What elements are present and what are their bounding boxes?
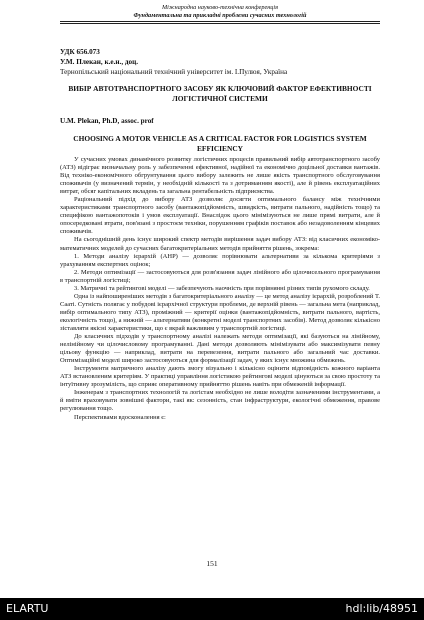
list-item: 2. Методи оптимізації — застосовуються для розв'язання задач лінійного або цілочисельного програмування в транспортній логістиці; bbox=[60, 268, 380, 284]
paragraph: У сучасних умовах динамічного розвитку логістичних процесів правильний вибір автотранспортного засобу (АТЗ) відіграє визначальну роль у забезпеченні ефективної, надійної та економічно доцільної доставки вантажів. Від техніко-економічного обгрунтування цього вибору залежить не лише якість транспортного обслуговування споживачів (у визначений термін, у необхідній кількості та з дотриманням якості), але й рівень експлуатаційних витрат, обсяг капітальних вкладень та загальна рентабельність підприємства. bbox=[60, 156, 380, 196]
paragraph: Інженерам з транспортних технологій та логістам необхідно не лише володіти зазначеними інструментами, а й вміти враховувати зовнішні фактори, такі як: сезонність, стан інфраструктури, екологічні обмеження, правове регулювання тощо. bbox=[60, 389, 380, 413]
running-header bbox=[60, 4, 380, 19]
page-number: 151 bbox=[206, 559, 218, 568]
paragraph: Одна із найпоширеніших методів з багатокритеріального аналізу — це метод аналізу ієрархій, розроблений Т. Сааті. Сутність полягає у побудові ієрархічної структури проблеми, де верхній рівень — загальна мета (наприклад, вибір оптимального типу АТЗ), проміжний — критерії оцінки (вантажопідйомність, витрати пального, вартість, екологічність тощо), а нижній — альтернативи (конкретні моделі транспортних засобів). Метод дозволяє кількісно зіставляти якісні характеристики, що є вкрай важливим у транспортній логістиці. bbox=[60, 292, 380, 332]
article-meta bbox=[60, 47, 380, 77]
conference-name: Міжнародна науково-технічна конференція bbox=[162, 4, 278, 11]
header-rule bbox=[60, 21, 380, 22]
author-en: U.M. Plekan, Ph.D, assoc. prof bbox=[60, 117, 154, 125]
udk-code: УДК 656.073 bbox=[60, 48, 100, 56]
handle-link[interactable]: hdl:lib/48951 bbox=[345, 602, 418, 615]
paragraph: Раціональний підхід до вибору АТЗ дозволяє досягти оптимального балансу між технічними характеристиками транспортного засобу (вантажопідйомність, швидкість, витрати пального, надійність тощо) та специфікою вантажопотоків і умов експлуатації. Внаслідок цього мінімізуються не лише прямі витрати, але й опосередковані втрати, пов'язані з простоєм техніки, порушенням графіків поставок або незадоволенням кінцевих споживачів. bbox=[60, 196, 380, 236]
article-body bbox=[60, 156, 380, 422]
repository-footer bbox=[0, 598, 424, 620]
title-en: CHOOSING A MOTOR VEHICLE AS A CRITICAL FACTOR FOR LOGISTICS SYSTEM EFFICIENCY bbox=[73, 134, 367, 153]
list-item: 1. Методи аналізу ієрархій (АНР) — дозволяє порівнювати альтернативи за кількома критеріями з урахуванням експертних оцінок; bbox=[60, 252, 380, 268]
paragraph: Інструменти матричного аналізу дають змогу візуально і кількісно оцінити відповідність кожного варіанта АТЗ встановленим критеріям. У практиці управління логістикою рейтингові моделі цінуються за свою простоту та інтуїтивну зрозумілість, що сприяє оперативному прийняттю рішень навіть при обмеженій інформації. bbox=[60, 365, 380, 389]
repository-name[interactable]: ELARTU bbox=[6, 602, 49, 615]
paragraph: Перспективами вдосконалення є: bbox=[74, 413, 166, 421]
title-ua: ВИБІР АВТОТРАНСПОРТНОГО ЗАСОБУ ЯК КЛЮЧОВИЙ ФАКТОР ЕФЕКТИВНОСТІ ЛОГІСТИЧНОЇ СИСТЕМИ bbox=[68, 84, 372, 103]
paragraph: До класичних підходів у транспортному аналізі належать методи оптимізації, які базуються на лінійному, нелінійному чи цілочисловому програмуванні. Дані методи дозволяють мінімізувати або максимізувати певну цільову функцію — наприклад, витрати на перевезення, витрати пального або загальний час доставки. Оптимізаційні моделі широко застосовуються для формалізації задач, у яких існує множина обмежень. bbox=[60, 333, 380, 365]
list-item: 3. Матричні та рейтингові моделі — забезпечують наочність при порівнянні різних типів рухомого складу. bbox=[74, 284, 370, 292]
author-ua: У.М. Плекан, к.е.н., доц. bbox=[60, 58, 139, 66]
header-rule-thin bbox=[60, 23, 380, 24]
affiliation: Тернопільський національний технічний університет ім. І.Пулюя, Україна bbox=[60, 68, 288, 76]
conference-subtitle: Фундаментальна та прикладні проблеми сучасних технологій bbox=[133, 11, 307, 19]
paragraph: На сьогоднішній день існує широкий спектр методів вирішення задач вибору АТЗ: від класичних економіко-математичних моделей до сучасних багатокритеріальних методів прийняття рішень, зокрема: bbox=[60, 236, 380, 252]
